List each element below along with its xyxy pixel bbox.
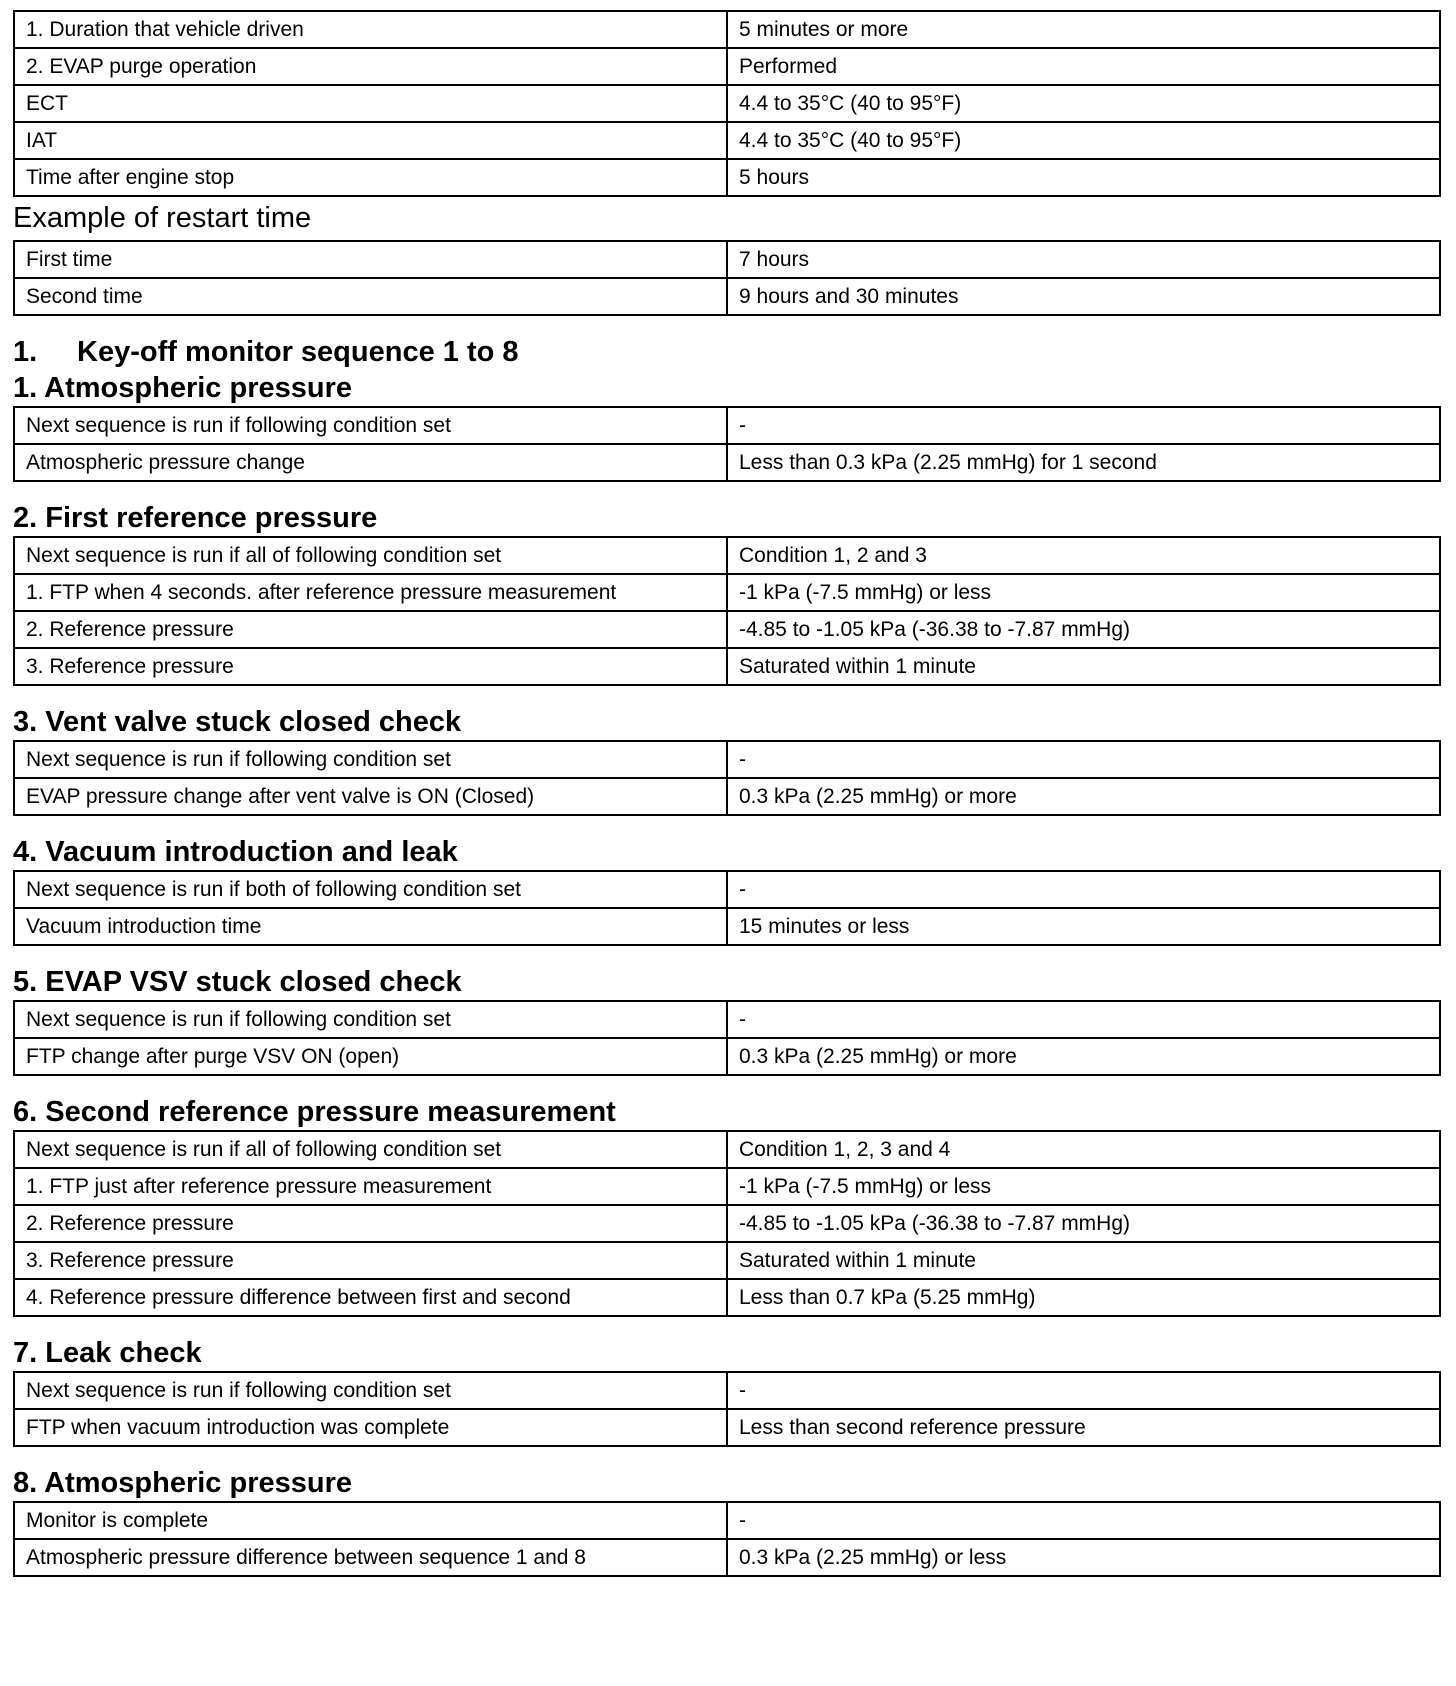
condition-label-cell: Second time: [14, 278, 727, 315]
condition-value-cell: 0.3 kPa (2.25 mmHg) or more: [727, 778, 1440, 815]
condition-value-cell: 5 minutes or more: [727, 11, 1440, 48]
table-row: [14, 11, 1440, 48]
table-row: [14, 122, 1440, 159]
table-row: [14, 85, 1440, 122]
condition-label-cell: Next sequence is run if following condition set: [14, 407, 727, 444]
condition-label-cell: Next sequence is run if following condition set: [14, 1372, 727, 1409]
conditions-table: [13, 10, 1441, 197]
condition-label-cell: 4. Reference pressure difference between first and second: [14, 1279, 727, 1316]
section-table: [13, 1371, 1441, 1447]
table-row: [14, 278, 1440, 315]
section-table: [13, 406, 1441, 482]
condition-label-cell: 1. Duration that vehicle driven: [14, 11, 727, 48]
table-row: [14, 1539, 1440, 1576]
condition-label-cell: Next sequence is run if both of following condition set: [14, 871, 727, 908]
condition-label-cell: 1. FTP just after reference pressure measurement: [14, 1168, 727, 1205]
condition-label-cell: IAT: [14, 122, 727, 159]
restart-heading: Example of restart time: [13, 202, 312, 234]
section-table: [13, 1501, 1441, 1577]
condition-label-cell: Next sequence is run if all of following condition set: [14, 1131, 727, 1168]
sequence-sections: [13, 370, 1441, 1577]
condition-value-cell: -1 kPa (-7.5 mmHg) or less: [727, 1168, 1440, 1205]
condition-value-cell: -1 kPa (-7.5 mmHg) or less: [727, 574, 1440, 611]
condition-label-cell: FTP change after purge VSV ON (open): [14, 1038, 727, 1075]
condition-value-cell: Saturated within 1 minute: [727, 1242, 1440, 1279]
condition-value-cell: -: [727, 1502, 1440, 1539]
section-title: 4. Vacuum introduction and leak: [13, 836, 458, 868]
section-table: [13, 870, 1441, 946]
condition-value-cell: Performed: [727, 48, 1440, 85]
condition-value-cell: 15 minutes or less: [727, 908, 1440, 945]
condition-label-cell: Monitor is complete: [14, 1502, 727, 1539]
section-title: 5. EVAP VSV stuck closed check: [13, 966, 462, 998]
table-row: [14, 741, 1440, 778]
condition-value-cell: -: [727, 1001, 1440, 1038]
table-row: [14, 159, 1440, 196]
table-row: [14, 1409, 1440, 1446]
condition-value-cell: -: [727, 871, 1440, 908]
table-row: [14, 908, 1440, 945]
section-table: [13, 740, 1441, 816]
condition-label-cell: 2. EVAP purge operation: [14, 48, 727, 85]
table-row: [14, 1038, 1440, 1075]
condition-value-cell: Condition 1, 2 and 3: [727, 537, 1440, 574]
condition-value-cell: 4.4 to 35°C (40 to 95°F): [727, 122, 1440, 159]
condition-label-cell: 3. Reference pressure: [14, 1242, 727, 1279]
condition-label-cell: Atmospheric pressure difference between sequence 1 and 8: [14, 1539, 727, 1576]
condition-label-cell: Next sequence is run if all of following condition set: [14, 537, 727, 574]
table-row: [14, 871, 1440, 908]
condition-value-cell: Condition 1, 2, 3 and 4: [727, 1131, 1440, 1168]
condition-value-cell: Less than 0.3 kPa (2.25 mmHg) for 1 second: [727, 444, 1440, 481]
condition-value-cell: Less than second reference pressure: [727, 1409, 1440, 1446]
condition-value-cell: -: [727, 407, 1440, 444]
condition-label-cell: 2. Reference pressure: [14, 1205, 727, 1242]
table-row: [14, 1279, 1440, 1316]
condition-label-cell: 1. FTP when 4 seconds. after reference pressure measurement: [14, 574, 727, 611]
section-table: [13, 536, 1441, 686]
table-row: [14, 444, 1440, 481]
condition-value-cell: 5 hours: [727, 159, 1440, 196]
table-row: [14, 1168, 1440, 1205]
condition-label-cell: Next sequence is run if following condition set: [14, 1001, 727, 1038]
table-row: [14, 241, 1440, 278]
section-title: 8. Atmospheric pressure: [13, 1467, 352, 1499]
main-heading-number: 1.: [13, 336, 38, 368]
table-row: [14, 1205, 1440, 1242]
condition-value-cell: -4.85 to -1.05 kPa (-36.38 to -7.87 mmHg): [727, 611, 1440, 648]
condition-value-cell: Saturated within 1 minute: [727, 648, 1440, 685]
section-title: 7. Leak check: [13, 1337, 202, 1369]
condition-label-cell: Vacuum introduction time: [14, 908, 727, 945]
restart-table: [13, 240, 1441, 316]
main-heading: [13, 334, 1441, 370]
table-row: [14, 1001, 1440, 1038]
condition-label-cell: Time after engine stop: [14, 159, 727, 196]
condition-label-cell: Atmospheric pressure change: [14, 444, 727, 481]
condition-value-cell: -4.85 to -1.05 kPa (-36.38 to -7.87 mmHg): [727, 1205, 1440, 1242]
table-row: [14, 1242, 1440, 1279]
table-row: [14, 648, 1440, 685]
section-title: 2. First reference pressure: [13, 502, 378, 534]
document-page: [13, 10, 1441, 1577]
condition-value-cell: 4.4 to 35°C (40 to 95°F): [727, 85, 1440, 122]
main-heading-text: Key-off monitor sequence 1 to 8: [77, 336, 519, 368]
condition-value-cell: -: [727, 741, 1440, 778]
condition-value-cell: 7 hours: [727, 241, 1440, 278]
condition-label-cell: ECT: [14, 85, 727, 122]
condition-label-cell: 2. Reference pressure: [14, 611, 727, 648]
table-row: [14, 537, 1440, 574]
condition-value-cell: Less than 0.7 kPa (5.25 mmHg): [727, 1279, 1440, 1316]
table-row: [14, 48, 1440, 85]
table-row: [14, 611, 1440, 648]
condition-label-cell: First time: [14, 241, 727, 278]
condition-label-cell: 3. Reference pressure: [14, 648, 727, 685]
section-table: [13, 1130, 1441, 1317]
condition-value-cell: 0.3 kPa (2.25 mmHg) or more: [727, 1038, 1440, 1075]
condition-label-cell: FTP when vacuum introduction was complete: [14, 1409, 727, 1446]
section-title: 6. Second reference pressure measurement: [13, 1096, 616, 1128]
table-row: [14, 778, 1440, 815]
condition-value-cell: 9 hours and 30 minutes: [727, 278, 1440, 315]
table-row: [14, 407, 1440, 444]
condition-label-cell: EVAP pressure change after vent valve is ON (Closed): [14, 778, 727, 815]
section-title: 3. Vent valve stuck closed check: [13, 706, 462, 738]
table-row: [14, 1502, 1440, 1539]
table-row: [14, 1131, 1440, 1168]
condition-label-cell: Next sequence is run if following condition set: [14, 741, 727, 778]
table-row: [14, 1372, 1440, 1409]
condition-value-cell: 0.3 kPa (2.25 mmHg) or less: [727, 1539, 1440, 1576]
condition-value-cell: -: [727, 1372, 1440, 1409]
table-row: [14, 574, 1440, 611]
section-title: 1. Atmospheric pressure: [13, 372, 352, 404]
section-table: [13, 1000, 1441, 1076]
